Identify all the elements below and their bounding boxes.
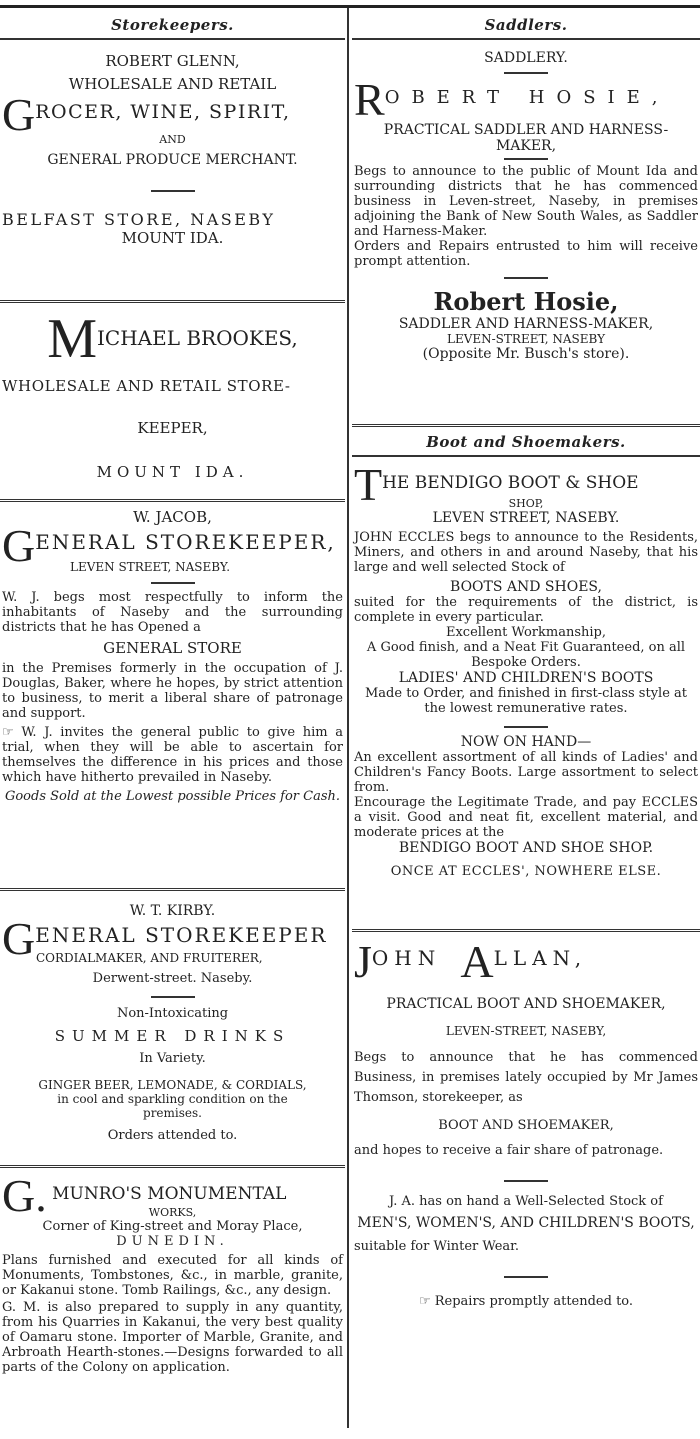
drop-cap: A <box>460 936 494 987</box>
hosie-p2: Orders and Repairs entrusted to him will receive prompt attention. <box>354 239 698 269</box>
left-column <box>0 10 345 1379</box>
hosie-name <box>354 74 698 125</box>
jacob-p3: ☞ W. J. invites the general public to give him a trial, when they will be able to ascertain for themselves the difference in his prices and those which have hitherto prevailed in Naseby. <box>2 725 343 785</box>
allan-rep: ☞ Repairs promptly attended to. <box>418 1294 634 1309</box>
short-rule <box>151 996 195 998</box>
allan-n1: OHN <box>371 946 442 970</box>
drop-cap: T <box>354 459 383 510</box>
short-rule <box>504 158 548 160</box>
glenn-name: ROBERT GLENN, <box>105 52 240 70</box>
jacob-p4: Goods Sold at the Lowest possible Prices for Cash. <box>4 789 341 804</box>
bendigo-now: NOW ON HAND— <box>460 734 592 750</box>
allan-boot: BOOT AND SHOEMAKER, <box>438 1118 614 1133</box>
allan-p1: Begs to announce that he has commenced Business, in premises lately occupied by Mr James Thomson, storekeeper, as <box>354 1050 698 1105</box>
glenn-line-text: ROCER, WINE, SPIRIT, <box>35 101 291 123</box>
drop-cap: R <box>354 74 385 125</box>
short-rule <box>504 726 548 728</box>
brookes-name-text: ICHAEL BROOKES, <box>97 326 298 350</box>
short-rule <box>504 1180 548 1182</box>
munro-addr: Corner of King-street and Moray Place, <box>42 1219 303 1234</box>
top-rule <box>0 5 700 8</box>
allan-street: LEVEN-STREET, NASEBY, <box>445 1024 607 1038</box>
hosie-p1: Begs to announce to the public of Mount Ida and surrounding districts that he has commenced business in Leven-street, Naseby, in premises adjoining the Bank of New South Wales, as Saddler and Harness-Maker. <box>354 164 698 239</box>
bendigo-p1: JOHN ECCLES begs to announce to the Residents, Miners, and others in and around Naseby, that his large and well selected Stock of <box>354 530 698 575</box>
section-header-storekeepers: Storekeepers. <box>111 16 234 34</box>
allan-n2: LLAN, <box>493 946 588 970</box>
kirby-l4: GINGER BEER, LEMONADE, & CORDIALS, <box>38 1078 307 1092</box>
jacob-store: GENERAL STORE <box>103 639 242 657</box>
jacob-street: LEVEN STREET, NASEBY. <box>70 560 231 574</box>
ad-bendigo-boot <box>352 457 700 929</box>
bendigo-ladies: LADIES' AND CHILDREN'S BOOTS <box>398 670 654 686</box>
kirby-title-text: ENERAL STOREKEEPER <box>35 923 328 947</box>
ad-michael-brookes <box>0 303 345 499</box>
kirby-l3: In Variety. <box>139 1051 206 1066</box>
bendigo-title-text: HE BENDIGO BOOT & SHOE <box>382 473 639 493</box>
kirby-l5: in cool and sparkling condition on the premises. <box>57 1092 288 1120</box>
allan-stock: MEN'S, WOMEN'S, AND CHILDREN'S BOOTS, <box>357 1215 695 1231</box>
glenn-merchant: GENERAL PRODUCE MERCHANT. <box>47 152 298 168</box>
ad-w-jacob <box>0 502 345 888</box>
drop-cap: G <box>2 520 36 571</box>
hosie-name-text: OBERT HOSIE, <box>384 87 670 108</box>
drop-cap: M <box>47 308 98 370</box>
hosie-street: LEVEN-STREET, NASEBY <box>446 332 606 346</box>
section-header-boot: Boot and Shoemakers. <box>426 433 626 451</box>
jacob-p2: in the Premises formerly in the occupation of J. Douglas, Baker, where he hopes, by strict attention to business, to merit a liberal share of patronage and support. <box>2 661 343 721</box>
brookes-name <box>2 308 343 370</box>
short-rule <box>504 72 548 74</box>
munro-title-text: MUNRO'S MONUMENTAL <box>52 1184 287 1204</box>
bendigo-p5: Encourage the Legitimate Trade, and pay ECCLES a visit. Good and neat fit, excellent material, and moderate prices at the <box>354 795 698 840</box>
glenn-store: BELFAST STORE, NASEBY <box>2 210 276 229</box>
munro-p2: G. M. is also prepared to supply in any quantity, from his Quarries in Kakanui, the very best quality of Oamaru stone. Importer of Marble, Granite, and Arbroath Hearth-stones.—Designs forwarded to all parts of the Colony on application. <box>2 1300 343 1375</box>
kirby-l6: Orders attended to. <box>107 1128 238 1143</box>
drop-cap: G. <box>2 1170 47 1221</box>
column-rule <box>347 8 349 1428</box>
hosie-trade2: SADDLER AND HARNESS-MAKER, <box>398 316 654 332</box>
allan-p2: and hopes to receive a fair share of patronage. <box>354 1143 664 1158</box>
hosie-kind: SADDLERY. <box>484 50 568 66</box>
brookes-line1: WHOLESALE AND RETAIL STORE- <box>2 377 291 395</box>
short-rule <box>504 1276 548 1278</box>
allan-name <box>354 936 698 987</box>
glenn-and: AND <box>159 133 186 146</box>
bendigo-w1: Excellent Workmanship, <box>445 625 607 640</box>
drop-cap: G <box>2 913 36 964</box>
glenn-place: MOUNT IDA. <box>121 229 224 247</box>
bendigo-street: LEVEN STREET, NASEBY. <box>432 510 620 526</box>
munro-p1: Plans furnished and executed for all kinds of Monuments, Tombstones, &c., in marble, granite, or Kakanui stone. Tomb Railings, &c., any design. <box>2 1253 343 1298</box>
kirby-l1: Non-Intoxicating <box>116 1006 229 1021</box>
right-column <box>352 10 700 1313</box>
glenn-trade: WHOLESALE AND RETAIL <box>68 75 277 93</box>
bendigo-boots: BOOTS AND SHOES, <box>450 579 602 595</box>
allan-trade: PRACTICAL BOOT AND SHOEMAKER, <box>386 996 666 1012</box>
kirby-sub: CORDIALMAKER, AND FRUITERER, <box>36 951 263 965</box>
jacob-title-text: ENERAL STOREKEEPER, <box>35 530 336 554</box>
bendigo-once: ONCE AT ECCLES', NOWHERE ELSE. <box>390 864 662 879</box>
bendigo-shop: SHOP, <box>508 497 544 510</box>
bendigo-p2: suited for the requirements of the district, is complete in every particular. <box>354 595 698 625</box>
ad-munro-monumental <box>0 1168 345 1379</box>
short-rule <box>504 277 548 279</box>
bendigo-p3: Made to Order, and finished in first-class style at the lowest remunerative rates. <box>365 686 687 716</box>
divider <box>352 424 700 427</box>
brookes-line2: KEEPER, <box>137 419 208 437</box>
hosie-opp: (Opposite Mr. Busch's store). <box>422 346 630 362</box>
kirby-street: Derwent-street. Naseby. <box>92 971 253 986</box>
drop-cap: J <box>354 936 372 987</box>
bendigo-w2: A Good finish, and a Neat Fit Guaranteed, on all Bespoke Orders. <box>366 640 686 670</box>
ad-robert-hosie <box>352 40 700 424</box>
bendigo-shop2: BENDIGO BOOT AND SHOE SHOP. <box>398 840 654 856</box>
short-rule <box>151 582 195 584</box>
allan-p3: J. A. has on hand a Well-Selected Stock of <box>389 1194 663 1209</box>
jacob-p1: W. J. begs most respectfully to inform the inhabitants of Naseby and the surrounding districts that he has Opened a <box>2 590 343 635</box>
kirby-l2: SUMMER DRINKS <box>54 1027 291 1045</box>
jacob-name: W. JACOB, <box>133 508 212 526</box>
kirby-name: W. T. KIRBY. <box>129 903 216 919</box>
bendigo-p4: An excellent assortment of all kinds of Ladies' and Children's Fancy Boots. Large assortment to select from. <box>354 750 698 795</box>
ad-john-allan <box>352 932 700 1313</box>
ad-w-t-kirby <box>0 891 345 1165</box>
short-rule <box>151 190 195 192</box>
munro-city: DUNEDIN. <box>116 1234 229 1249</box>
ad-robert-glenn <box>0 40 345 300</box>
munro-works: WORKS, <box>148 1206 197 1219</box>
drop-cap: G <box>2 89 36 140</box>
hosie-name2: Robert Hosie, <box>433 287 619 316</box>
section-header-saddlers: Saddlers. <box>484 16 568 34</box>
allan-p4: suitable for Winter Wear. <box>354 1239 520 1254</box>
hosie-trade: PRACTICAL SADDLER AND HARNESS-MAKER, <box>383 122 669 154</box>
brookes-place: MOUNT IDA. <box>96 463 249 481</box>
